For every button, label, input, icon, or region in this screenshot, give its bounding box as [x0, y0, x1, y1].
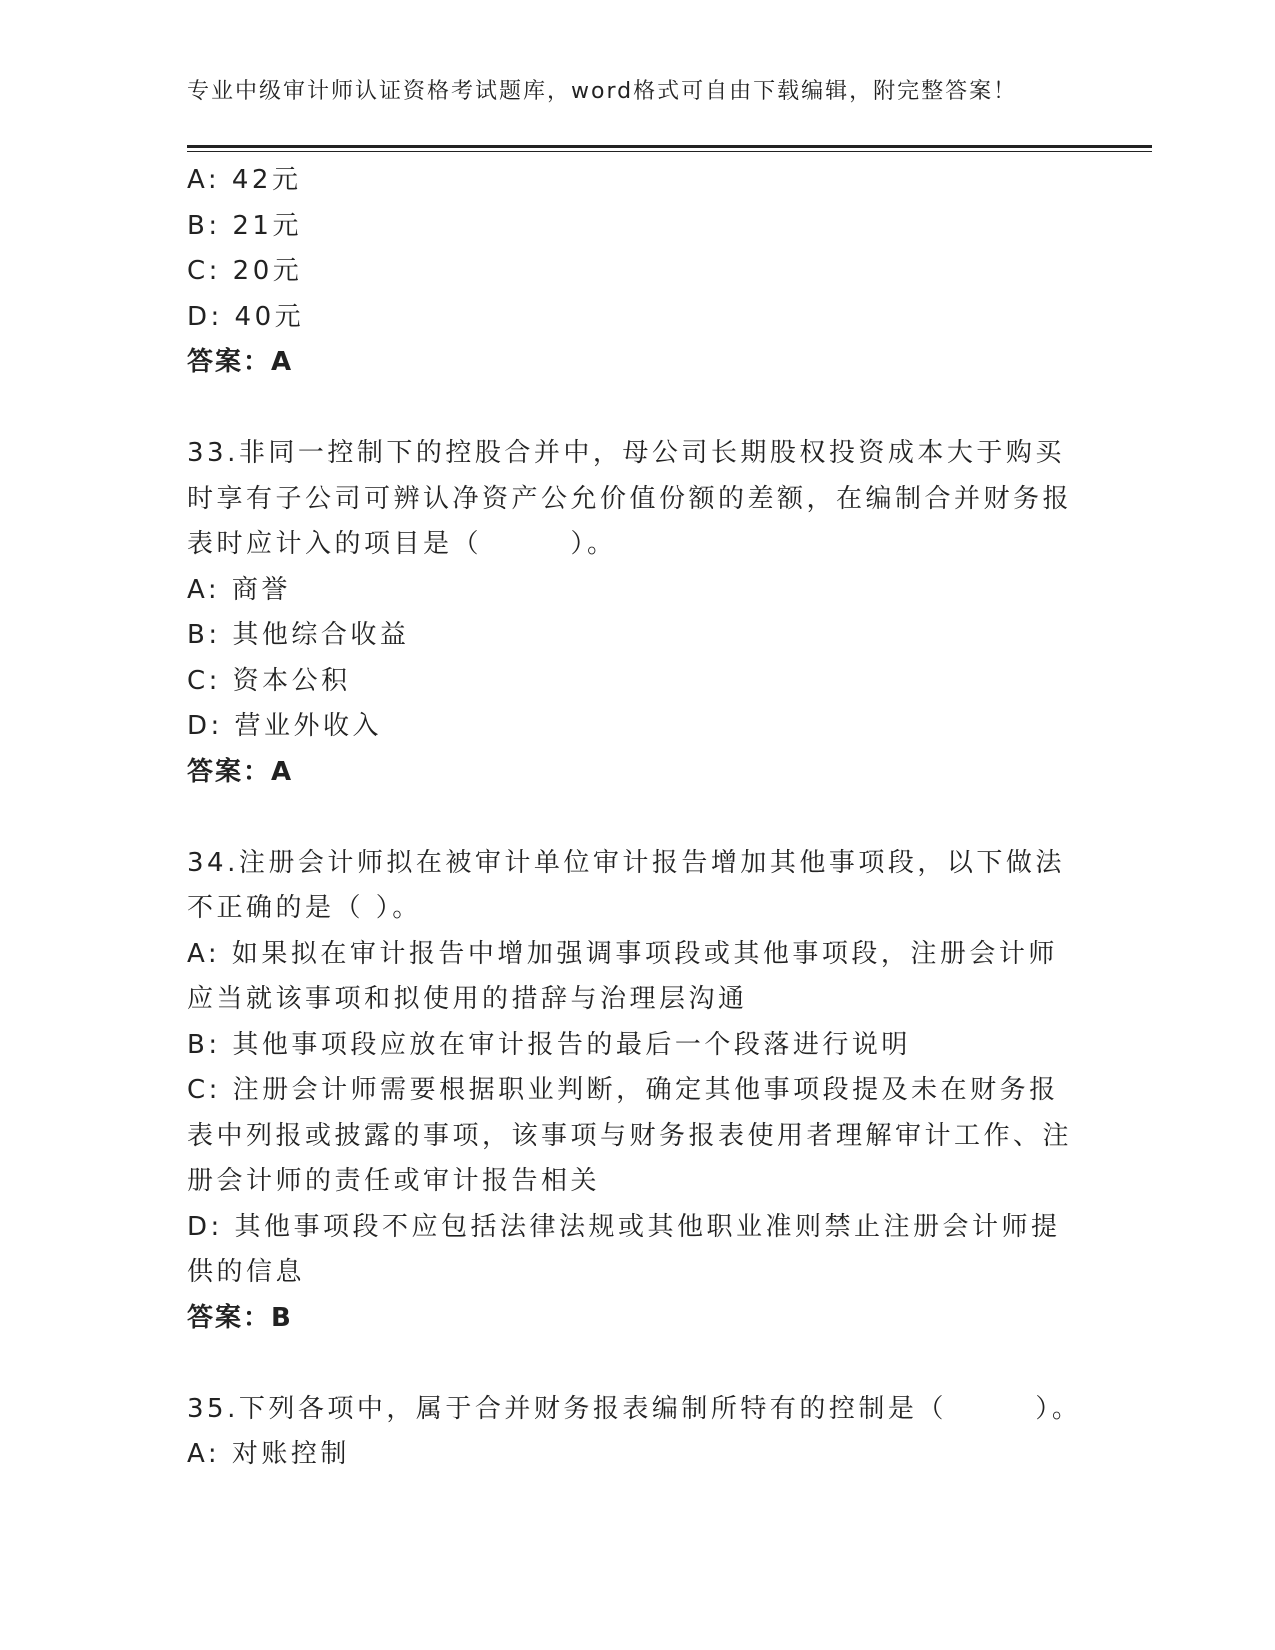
question-33-block — [187, 431, 1087, 795]
question-stem: 34.注册会计师拟在被审计单位审计报告增加其他事项段，以下做法不正确的是（ ）。 — [187, 847, 1065, 923]
header-rule-thin — [187, 151, 1152, 152]
option-a: A: 对账控制 — [187, 1439, 350, 1469]
question-stem: 33.非同一控制下的控股合并中，母公司长期股权投资成本大于购买时享有子公司可辨认净资产公允价值份额的差额，在编制合并财务报表时应计入的项目是（ ）。 — [187, 438, 1073, 559]
question-34-block — [187, 841, 1087, 1342]
option-d: D: 40元 — [187, 301, 305, 332]
answer: 答案：A — [187, 756, 294, 787]
question-stem: 35.下列各项中，属于合并财务报表编制所特有的控制是（ ）。 — [187, 1393, 1082, 1424]
header-rule — [187, 145, 1152, 148]
option-a: A: 42元 — [187, 165, 302, 195]
answer: 答案：B — [187, 1302, 293, 1333]
option-c: C: 20元 — [187, 256, 303, 286]
spacer — [187, 1341, 1087, 1387]
option-b: B: 其他事项段应放在审计报告的最后一个段落进行说明 — [187, 1029, 911, 1060]
spacer — [187, 386, 1087, 432]
option-d: D: 营业外收入 — [187, 711, 383, 741]
page-header: 专业中级审计师认证资格考试题库，word格式可自由下载编辑，附完整答案！ — [187, 79, 1018, 104]
option-d: D: 其他事项段不应包括法律法规或其他职业准则禁止注册会计师提供的信息 — [187, 1211, 1061, 1287]
question-35-block — [187, 1387, 1087, 1478]
option-b: B: 其他综合收益 — [187, 620, 410, 650]
question-content — [187, 158, 1087, 1478]
option-a: A: 商誉 — [187, 574, 291, 605]
option-c: C: 注册会计师需要根据职业判断，确定其他事项段提及未在财务报表中列报或披露的事项，该事项与财务报表使用者理解审计工作、注册会计师的责任或审计报告相关 — [187, 1075, 1073, 1196]
option-a: A: 如果拟在审计报告中增加强调事项段或其他事项段，注册会计师应当就该事项和拟使用的措辞与治理层沟通 — [187, 938, 1058, 1014]
option-c: C: 资本公积 — [187, 665, 351, 696]
spacer — [187, 795, 1087, 841]
question-32-block — [187, 158, 1087, 386]
answer: 答案：A — [187, 347, 294, 377]
option-b: B: 21元 — [187, 210, 302, 241]
